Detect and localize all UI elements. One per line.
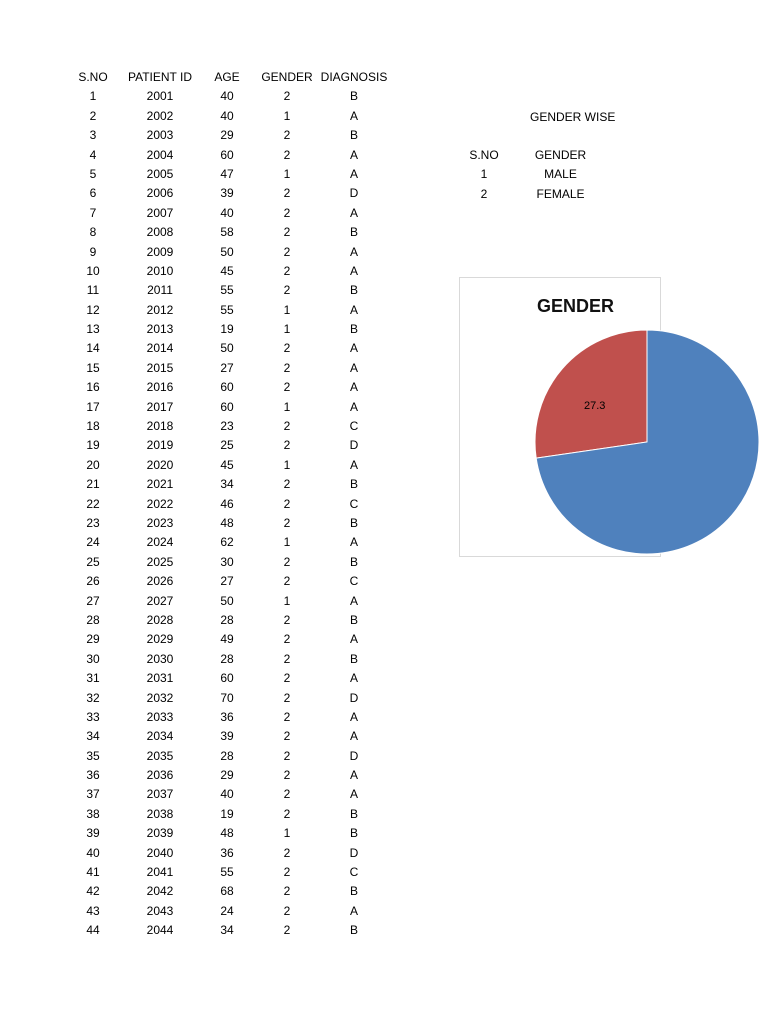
cell-diagnosis: A	[349, 593, 358, 608]
cell-sno: 11	[86, 283, 100, 298]
cell-gender: 2	[283, 574, 291, 589]
cell-diagnosis: A	[349, 147, 358, 162]
table-row	[64, 611, 400, 630]
cell-sno: 24	[86, 535, 100, 550]
chart-title: GENDER	[537, 296, 615, 316]
table-row	[64, 727, 400, 746]
cell-patient-id: 2023	[146, 515, 174, 530]
table-row	[64, 921, 400, 940]
cell-sno: 39	[86, 826, 100, 841]
cell-gender: 2	[283, 884, 291, 899]
cell-age: 27	[220, 574, 234, 589]
cell-gender: 2	[283, 903, 291, 918]
cell-gender: 2	[283, 806, 291, 821]
cell-patient-id: 2027	[146, 593, 174, 608]
cell-gender: 2	[283, 515, 291, 530]
table-row	[64, 87, 400, 106]
patient-table	[64, 68, 400, 941]
cell-patient-id: 2004	[146, 147, 174, 162]
cell-sno: 1	[89, 89, 97, 104]
cell-sno: 15	[86, 360, 100, 375]
table-row	[64, 107, 400, 126]
cell-patient-id: 2012	[146, 302, 174, 317]
cell-sno: 36	[86, 768, 100, 783]
cell-diagnosis: B	[349, 923, 358, 938]
cell-age: 29	[220, 768, 234, 783]
cell-sno: 41	[86, 865, 100, 880]
table-row	[64, 417, 400, 436]
cell-patient-id: 2014	[146, 341, 174, 356]
table-row	[64, 495, 400, 514]
table-row	[64, 882, 400, 901]
cell-gender: 2	[283, 554, 291, 569]
cell-diagnosis: A	[349, 768, 358, 783]
cell-sno: 22	[86, 496, 100, 511]
table-row	[64, 650, 400, 669]
cell-age: 47	[220, 166, 234, 181]
cell-age: 36	[220, 845, 234, 860]
cell-patient-id: 2017	[146, 399, 174, 414]
table-row	[64, 281, 400, 300]
cell-gender: 2	[283, 612, 291, 627]
table-row	[64, 669, 400, 688]
cell-patient-id: 2039	[146, 826, 174, 841]
cell-sno: 31	[86, 671, 100, 686]
table-row	[64, 785, 400, 804]
table-row	[64, 902, 400, 921]
cell-sno: 43	[86, 903, 100, 918]
cell-patient-id: 2008	[146, 225, 174, 240]
cell-sno: 26	[86, 574, 100, 589]
cell-diagnosis: A	[349, 903, 358, 918]
cell-sno: 4	[89, 147, 97, 162]
cell-diagnosis: A	[349, 632, 358, 647]
cell-age: 60	[220, 380, 234, 395]
cell-age: 40	[220, 108, 234, 123]
cell-patient-id: 2042	[146, 884, 174, 899]
gender-table	[450, 146, 603, 204]
cell-age: 19	[220, 322, 234, 337]
cell-age: 45	[220, 457, 234, 472]
cell-diagnosis: B	[349, 283, 358, 298]
gender-pie-chart[interactable]	[459, 277, 661, 557]
cell-sno: 14	[86, 341, 100, 356]
cell-age: 19	[220, 806, 234, 821]
cell-patient-id: 2033	[146, 709, 174, 724]
cell-sno: 16	[86, 380, 100, 395]
cell-sno: 18	[86, 419, 100, 434]
table-row	[64, 533, 400, 552]
cell-patient-id: 2002	[146, 108, 174, 123]
cell-age: 48	[220, 826, 234, 841]
cell-diagnosis: B	[349, 477, 358, 492]
cell-gender: 2	[283, 748, 291, 763]
gender-cell-gender: MALE	[544, 167, 577, 182]
table-row	[64, 243, 400, 262]
cell-age: 28	[220, 612, 234, 627]
cell-gender: 2	[283, 89, 291, 104]
gender-row	[450, 165, 603, 184]
table-row	[64, 359, 400, 378]
cell-patient-id: 2009	[146, 244, 174, 259]
cell-diagnosis: D	[349, 690, 359, 705]
cell-patient-id: 2036	[146, 768, 174, 783]
cell-gender: 2	[283, 341, 291, 356]
cell-gender: 1	[283, 399, 291, 414]
cell-diagnosis: B	[349, 128, 358, 143]
cell-patient-id: 2025	[146, 554, 174, 569]
cell-patient-id: 2021	[146, 477, 174, 492]
header-age: AGE	[214, 70, 240, 84]
cell-diagnosis: A	[349, 108, 358, 123]
header-sno: S.NO	[78, 70, 108, 84]
table-row	[64, 805, 400, 824]
cell-gender: 2	[283, 632, 291, 647]
cell-gender: 2	[283, 438, 291, 453]
cell-age: 55	[220, 283, 234, 298]
cell-diagnosis: A	[349, 399, 358, 414]
cell-sno: 6	[89, 186, 97, 201]
cell-age: 24	[220, 903, 234, 918]
cell-patient-id: 2005	[146, 166, 174, 181]
cell-diagnosis: A	[349, 729, 358, 744]
header-gender: GENDER	[261, 70, 313, 84]
cell-age: 34	[220, 477, 234, 492]
table-row	[64, 398, 400, 417]
cell-diagnosis: D	[349, 748, 359, 763]
cell-sno: 38	[86, 806, 100, 821]
cell-sno: 3	[89, 128, 97, 143]
cell-sno: 35	[86, 748, 100, 763]
cell-sno: 21	[86, 477, 100, 492]
cell-age: 50	[220, 593, 234, 608]
cell-sno: 27	[86, 593, 100, 608]
cell-gender: 2	[283, 768, 291, 783]
cell-patient-id: 2029	[146, 632, 174, 647]
cell-sno: 42	[86, 884, 100, 899]
cell-age: 28	[220, 651, 234, 666]
cell-gender: 2	[283, 147, 291, 162]
cell-age: 34	[220, 923, 234, 938]
cell-patient-id: 2016	[146, 380, 174, 395]
cell-gender: 2	[283, 787, 291, 802]
gender-cell-sno: 2	[480, 186, 488, 201]
cell-age: 48	[220, 515, 234, 530]
cell-patient-id: 2032	[146, 690, 174, 705]
cell-patient-id: 2040	[146, 845, 174, 860]
cell-gender: 2	[283, 865, 291, 880]
gender-row	[450, 185, 603, 204]
cell-gender: 1	[283, 457, 291, 472]
cell-gender: 1	[283, 322, 291, 337]
pie-chart-svg	[460, 278, 660, 556]
table-row	[64, 378, 400, 397]
cell-age: 46	[220, 496, 234, 511]
cell-patient-id: 2034	[146, 729, 174, 744]
cell-gender: 2	[283, 283, 291, 298]
cell-age: 23	[220, 419, 234, 434]
cell-patient-id: 2038	[146, 806, 174, 821]
cell-sno: 23	[86, 515, 100, 530]
cell-sno: 29	[86, 632, 100, 647]
cell-age: 68	[220, 884, 234, 899]
cell-patient-id: 2035	[146, 748, 174, 763]
cell-age: 40	[220, 89, 234, 104]
cell-diagnosis: B	[349, 554, 358, 569]
cell-diagnosis: B	[349, 322, 358, 337]
cell-diagnosis: A	[349, 380, 358, 395]
cell-gender: 2	[283, 380, 291, 395]
table-row	[64, 630, 400, 649]
cell-age: 40	[220, 787, 234, 802]
table-row	[64, 165, 400, 184]
pie-slice-0[interactable]	[535, 330, 647, 458]
cell-sno: 34	[86, 729, 100, 744]
cell-gender: 2	[283, 845, 291, 860]
cell-gender: 2	[283, 690, 291, 705]
cell-age: 60	[220, 399, 234, 414]
cell-gender: 1	[283, 302, 291, 317]
gender-header-sno: S.NO	[469, 148, 499, 162]
cell-age: 50	[220, 341, 234, 356]
cell-patient-id: 2026	[146, 574, 174, 589]
cell-diagnosis: C	[349, 865, 359, 880]
cell-gender: 2	[283, 225, 291, 240]
table-row	[64, 436, 400, 455]
cell-sno: 40	[86, 845, 100, 860]
cell-age: 39	[220, 729, 234, 744]
cell-sno: 7	[89, 205, 97, 220]
cell-diagnosis: A	[349, 302, 358, 317]
table-row	[64, 456, 400, 475]
cell-diagnosis: C	[349, 574, 359, 589]
cell-gender: 2	[283, 186, 291, 201]
cell-sno: 19	[86, 438, 100, 453]
cell-diagnosis: D	[349, 438, 359, 453]
cell-patient-id: 2013	[146, 322, 174, 337]
cell-diagnosis: A	[349, 535, 358, 550]
cell-diagnosis: A	[349, 709, 358, 724]
cell-gender: 2	[283, 360, 291, 375]
cell-age: 60	[220, 671, 234, 686]
cell-diagnosis: C	[349, 496, 359, 511]
cell-age: 40	[220, 205, 234, 220]
table-row	[64, 689, 400, 708]
cell-age: 55	[220, 865, 234, 880]
cell-sno: 25	[86, 554, 100, 569]
cell-diagnosis: B	[349, 89, 358, 104]
cell-diagnosis: A	[349, 341, 358, 356]
cell-patient-id: 2044	[146, 923, 174, 938]
cell-age: 49	[220, 632, 234, 647]
cell-diagnosis: B	[349, 225, 358, 240]
cell-age: 29	[220, 128, 234, 143]
table-header-row	[64, 68, 400, 87]
cell-patient-id: 2010	[146, 263, 174, 278]
cell-gender: 2	[283, 923, 291, 938]
cell-patient-id: 2003	[146, 128, 174, 143]
cell-diagnosis: A	[349, 457, 358, 472]
cell-diagnosis: B	[349, 826, 358, 841]
table-row	[64, 126, 400, 145]
cell-patient-id: 2006	[146, 186, 174, 201]
cell-sno: 28	[86, 612, 100, 627]
cell-patient-id: 2028	[146, 612, 174, 627]
cell-patient-id: 2020	[146, 457, 174, 472]
table-row	[64, 204, 400, 223]
cell-sno: 33	[86, 709, 100, 724]
cell-sno: 12	[86, 302, 100, 317]
cell-patient-id: 2024	[146, 535, 174, 550]
cell-patient-id: 2030	[146, 651, 174, 666]
cell-patient-id: 2031	[146, 671, 174, 686]
cell-sno: 37	[86, 787, 100, 802]
cell-gender: 2	[283, 244, 291, 259]
cell-age: 58	[220, 225, 234, 240]
cell-diagnosis: A	[349, 244, 358, 259]
cell-patient-id: 2015	[146, 360, 174, 375]
cell-sno: 17	[86, 399, 100, 414]
cell-diagnosis: B	[349, 806, 358, 821]
header-patient-id: PATIENT ID	[127, 70, 192, 84]
cell-age: 28	[220, 748, 234, 763]
cell-diagnosis: B	[349, 884, 358, 899]
cell-gender: 2	[283, 419, 291, 434]
cell-gender: 1	[283, 166, 291, 181]
cell-gender: 2	[283, 496, 291, 511]
cell-diagnosis: A	[349, 671, 358, 686]
table-row	[64, 184, 400, 203]
cell-age: 45	[220, 263, 234, 278]
table-row	[64, 747, 400, 766]
cell-diagnosis: B	[349, 651, 358, 666]
gender-header-row	[450, 146, 603, 165]
cell-gender: 2	[283, 651, 291, 666]
cell-patient-id: 2007	[146, 205, 174, 220]
cell-patient-id: 2022	[146, 496, 174, 511]
table-row	[64, 572, 400, 591]
header-diagnosis: DIAGNOSIS	[320, 70, 388, 84]
table-row	[64, 223, 400, 242]
cell-sno: 9	[89, 244, 97, 259]
table-row	[64, 844, 400, 863]
gender-cell-gender: FEMALE	[536, 186, 585, 201]
cell-age: 70	[220, 690, 234, 705]
cell-gender: 2	[283, 263, 291, 278]
table-row	[64, 146, 400, 165]
cell-gender: 1	[283, 108, 291, 123]
cell-diagnosis: D	[349, 845, 359, 860]
gender-wise-title: GENDER WISE	[530, 110, 616, 124]
cell-age: 50	[220, 244, 234, 259]
cell-sno: 10	[86, 263, 100, 278]
cell-age: 55	[220, 302, 234, 317]
cell-sno: 32	[86, 690, 100, 705]
cell-patient-id: 2011	[147, 283, 173, 298]
cell-patient-id: 2043	[146, 903, 174, 918]
table-row	[64, 475, 400, 494]
gender-summary-area	[440, 0, 616, 1024]
cell-gender: 1	[283, 593, 291, 608]
table-row	[64, 553, 400, 572]
cell-gender: 2	[283, 128, 291, 143]
cell-age: 60	[220, 147, 234, 162]
cell-age: 36	[220, 709, 234, 724]
cell-patient-id: 2019	[146, 438, 174, 453]
pie-data-label: 27.3	[584, 400, 606, 412]
cell-gender: 1	[283, 826, 291, 841]
cell-patient-id: 2018	[146, 419, 174, 434]
cell-sno: 20	[86, 457, 100, 472]
table-row	[64, 339, 400, 358]
cell-gender: 2	[283, 205, 291, 220]
cell-gender: 1	[283, 535, 291, 550]
cell-sno: 30	[86, 651, 100, 666]
table-row	[64, 766, 400, 785]
cell-sno: 5	[89, 166, 97, 181]
cell-patient-id: 2001	[146, 89, 174, 104]
cell-diagnosis: D	[349, 186, 359, 201]
cell-age: 39	[220, 186, 234, 201]
table-row	[64, 708, 400, 727]
cell-diagnosis: A	[349, 166, 358, 181]
cell-gender: 2	[283, 729, 291, 744]
table-row	[64, 514, 400, 533]
cell-sno: 2	[89, 108, 97, 123]
table-row	[64, 824, 400, 843]
cell-age: 27	[220, 360, 234, 375]
gender-cell-sno: 1	[480, 167, 488, 182]
cell-diagnosis: A	[349, 263, 358, 278]
table-row	[64, 592, 400, 611]
cell-age: 30	[220, 554, 234, 569]
cell-diagnosis: A	[349, 360, 358, 375]
cell-sno: 44	[86, 923, 100, 938]
cell-gender: 2	[283, 709, 291, 724]
cell-patient-id: 2041	[146, 865, 174, 880]
table-row	[64, 262, 400, 281]
table-row	[64, 863, 400, 882]
table-row	[64, 320, 400, 339]
cell-diagnosis: A	[349, 787, 358, 802]
cell-age: 25	[220, 438, 234, 453]
cell-patient-id: 2037	[146, 787, 174, 802]
table-row	[64, 301, 400, 320]
cell-diagnosis: B	[349, 515, 358, 530]
cell-sno: 13	[86, 322, 100, 337]
cell-age: 62	[220, 535, 234, 550]
cell-gender: 2	[283, 477, 291, 492]
cell-sno: 8	[89, 225, 97, 240]
cell-gender: 2	[283, 671, 291, 686]
cell-diagnosis: A	[349, 205, 358, 220]
gender-header-gender: GENDER	[534, 148, 587, 162]
cell-diagnosis: C	[349, 419, 359, 434]
cell-diagnosis: B	[349, 612, 358, 627]
